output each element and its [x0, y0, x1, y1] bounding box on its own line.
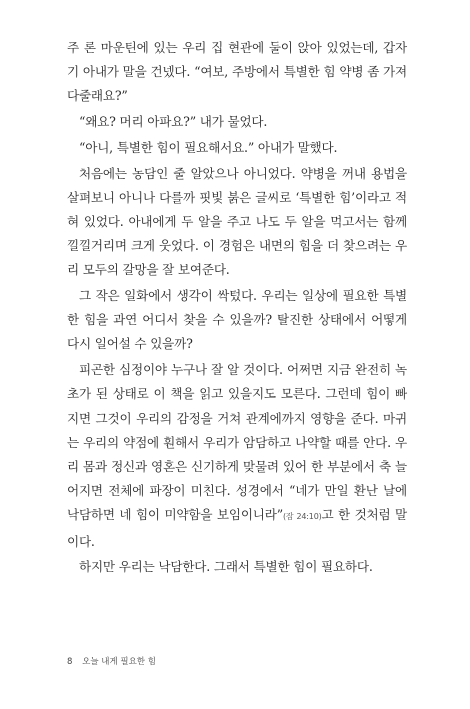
paragraph-3	[67, 136, 407, 160]
paragraph-3-text: “아니, 특별한 힘이 필요해서요.” 아내가 말했다.	[79, 139, 338, 155]
paragraph-5	[67, 284, 407, 357]
paragraph-5-text: 그 작은 일화에서 생각이 싹텄다. 우리는 일상에 필요한 특별한 힘을 과연 어디서 찾을 수 있을까? 탈진한 상태에서 어떻게 다시 일어설 수 있을까?	[67, 288, 407, 352]
paragraph-6	[67, 358, 407, 554]
page-footer	[67, 655, 156, 667]
scripture-reference: (잠 24:10)	[282, 512, 322, 522]
paragraph-7	[67, 555, 407, 579]
paragraph-2-text: “왜요? 머리 아파요?” 내가 물었다.	[79, 114, 268, 130]
paragraph-7-text: 하지만 우리는 낙담한다. 그래서 특별한 힘이 필요하다.	[79, 559, 373, 575]
paragraph-4	[67, 162, 407, 283]
page-number: 8	[67, 657, 73, 667]
paragraph-6-text: 피곤한 심정이야 누구나 잘 알 것이다. 어쩌면 지금 완전히 녹초가 된 상태로 이 책을 읽고 있을지도 모른다. 그런데 힘이 빠지면 그것이 우리의 감정을 거쳐 관계에까지 영향을 준다. 마귀는 우리의 약점에 훤해서 우리가 암담하고 나약할 때를 안다. 우리 몸과 정신과 영혼은 신기하게 맞물려 있어 한 부분에서 축 늘어지면 전체에 파장이 미친다. 성경에서 “네가 만일 환난 날에 낙담하면 네 힘이 미약함을 보임이니라”	[67, 362, 407, 523]
paragraph-6-ending: 고 한 것처럼 말이다.	[67, 507, 408, 549]
paragraph-1	[67, 36, 407, 109]
paragraph-1-text: 주 론 마운틴에 있는 우리 집 현관에 둘이 앉아 있었는데, 갑자기 아내가 말을 건넸다. “여보, 주방에서 특별한 힘 약병 좀 가져다줄래요?”	[67, 40, 407, 104]
book-title: 오늘 내게 필요한 힘	[82, 657, 156, 667]
paragraph-2	[67, 110, 407, 134]
paragraph-4-text: 처음에는 농담인 줄 알았으나 아니었다. 약병을 꺼내 용법을 살펴보니 아니나 다를까 핏빛 붉은 글씨로 ‘특별한 힘’이라고 적혀 있었다. 아내에게 두 알을 주고 나도 두 알을 먹고서는 함께 낄낄거리며 크게 웃었다. 이 경험은 내면의 힘을 더 찾으려는 우리 모두의 갈망을 잘 보여준다.	[67, 165, 407, 278]
body-text	[67, 36, 407, 581]
